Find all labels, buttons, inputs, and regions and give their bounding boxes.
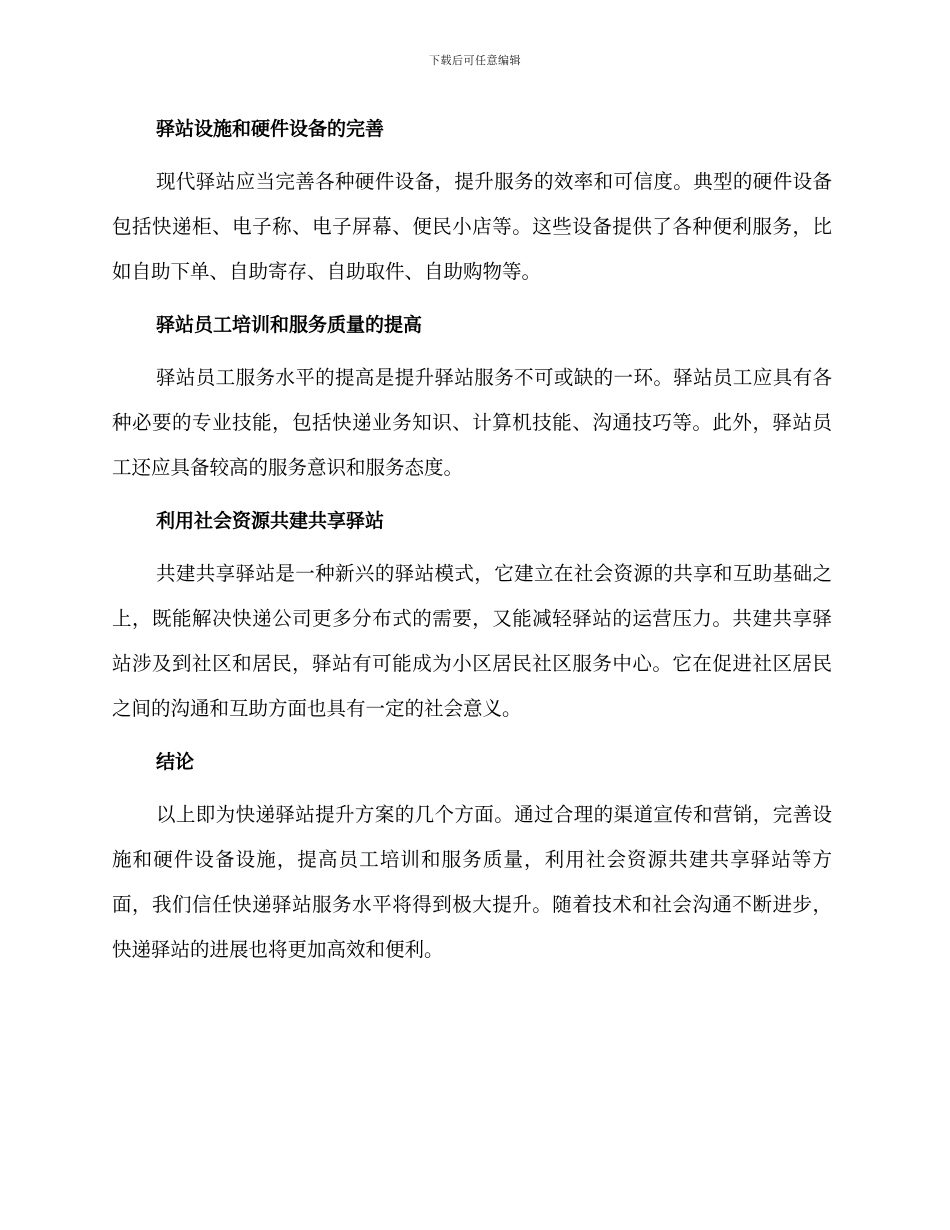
section-facilities (112, 108, 832, 294)
section-heading: 利用社会资源共建共享驿站 (156, 510, 385, 532)
section-staff-training (112, 304, 832, 490)
section-heading: 驿站设施和硬件设备的完善 (156, 118, 385, 140)
page-header: 下载后可任意编辑 (429, 54, 521, 67)
section-paragraph: 现代驿站应当完善各种硬件设备，提升服务的效率和可信度。典型的硬件设备包括快递柜、电子称、电子屏幕、便民小店等。这些设备提供了各种便利服务，比如自助下单、自助寄存、自助取件、自助购物等。 (112, 170, 832, 283)
section-conclusion (112, 741, 832, 972)
section-heading: 驿站员工培训和服务质量的提高 (156, 314, 423, 336)
section-heading: 结论 (156, 751, 195, 773)
section-paragraph: 以上即为快递驿站提升方案的几个方面。通过合理的渠道宣传和营销，完善设施和硬件设备设施，提高员工培训和服务质量，利用社会资源共建共享驿站等方面，我们信任快递驿站服务水平将得到极大提升。随着技术和社会沟通不断进步，快递驿站的进展也将更加高效和便利。 (112, 803, 832, 961)
section-paragraph: 共建共享驿站是一种新兴的驿站模式，它建立在社会资源的共享和互助基础之上，既能解决快递公司更多分布式的需要，又能减轻驿站的运营压力。共建共享驿站涉及到社区和居民，驿站有可能成为小区居民社区服务中心。它在促进社区居民之间的沟通和互助方面也具有一定的社会意义。 (112, 562, 832, 720)
document-content (112, 108, 832, 972)
section-paragraph: 驿站员工服务水平的提高是提升驿站服务不可或缺的一环。驿站员工应具有各种必要的专业技能，包括快递业务知识、计算机技能、沟通技巧等。此外，驿站员工还应具备较高的服务意识和服务态度。 (112, 366, 832, 479)
section-shared-stations (112, 500, 832, 731)
